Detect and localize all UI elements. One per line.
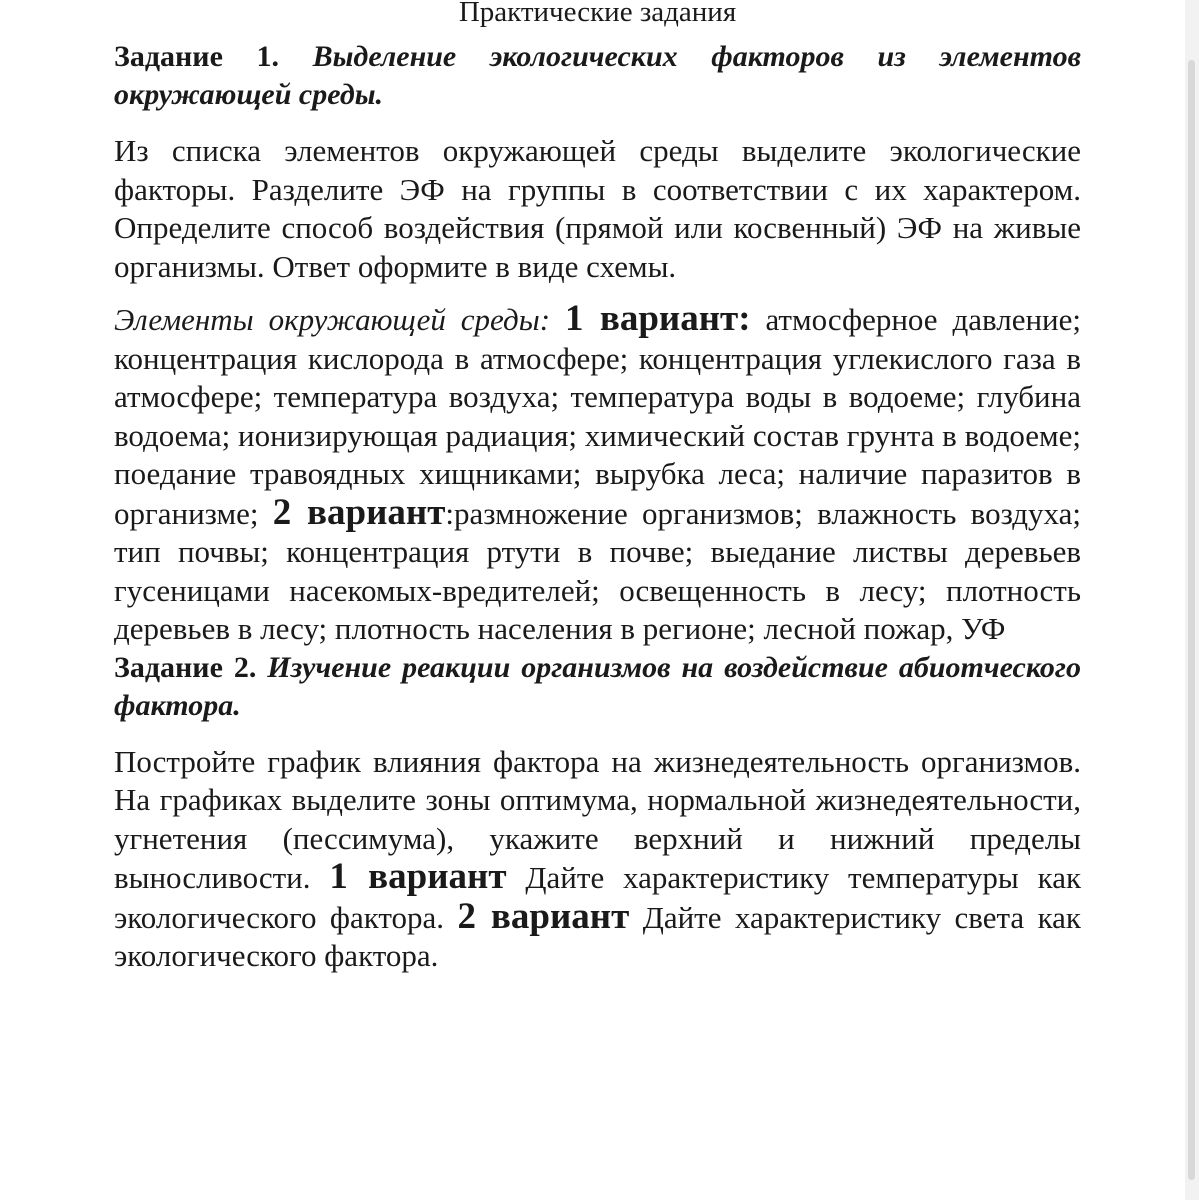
task2-variant2-text: Дайте характеристику света как экологического фактора. — [114, 899, 1081, 973]
task2-variant2-label: 2 вариант — [457, 895, 630, 937]
task1-label: Задание 1. — [114, 40, 279, 73]
task2-variant1-text: Дайте характеристику температуры как экологического фактора. — [114, 860, 1082, 935]
task2-label: Задание 2. — [114, 650, 257, 684]
task2-instructions-text: Постройте график влияния фактора на жизнедеятельность организмов. На графиках выделите зоны оптимума, нормальной жизнедеятельности, угнетения (пессимума), укажите верхний и нижний пределы выносливости. — [114, 743, 1081, 895]
document-page — [114, 0, 1081, 976]
task1-variant2-text: :размножение организмов; влажность воздуха; тип почвы; концентрация ртути в почве; выедание листвы деревьев гусеницами насекомых-вредителей; освещенность в лесу; плотность деревьев в лесу; плотность населения в регионе; лесной пожар, УФ — [114, 495, 1081, 646]
task1-instructions: Из списка элементов окружающей среды выделите экологические факторы. Разделите ЭФ на группы в соответствии с их характером. Определите способ воздействия (прямой или косвенный) ЭФ на живые организмы. Ответ оформите в виде схемы. — [114, 133, 1081, 284]
task2-title: Изучение реакции организмов на воздействие абиотческого фактора. — [114, 650, 1082, 722]
task2-heading — [114, 649, 1081, 725]
task1-title: Выделение экологических факторов из элементов окружающей среды. — [114, 40, 1081, 111]
scrollbar-thumb[interactable] — [1188, 60, 1195, 1180]
page-title: Практические задания — [458, 0, 737, 28]
scrollbar[interactable] — [1185, 0, 1199, 1200]
task1-heading — [114, 38, 1081, 114]
task2-variant1-label: 1 вариант — [329, 856, 507, 897]
task2-instructions — [114, 743, 1081, 976]
task1-variant2-label: 2 вариант — [272, 491, 446, 533]
task1-elements — [114, 300, 1081, 649]
task1-variant1-label: 1 вариант: — [564, 298, 751, 339]
task1-variant1-text: атмосферное давление; концентрация кислорода в атмосфере; концентрация углекислого газа в атмосфере; температура воздуха; температура воды в водоеме; глубина водоема; ионизирующая радиация; химический состав грунта в водоеме; поедание травоядных хищниками; вырубка леса; наличие паразитов в организме; — [114, 302, 1082, 531]
elements-label: Элементы окружающей среды: — [114, 302, 551, 337]
